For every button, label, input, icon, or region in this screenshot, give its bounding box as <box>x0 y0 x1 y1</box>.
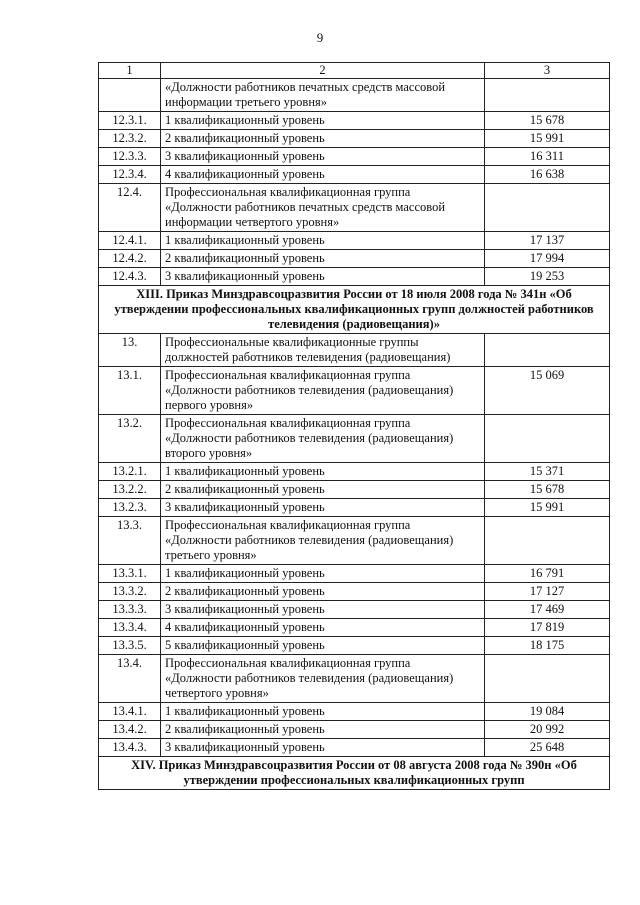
page-number: 9 <box>316 30 324 45</box>
row-salary-value: 16 638 <box>485 166 610 184</box>
row-number: 13.3. <box>99 517 161 565</box>
table-row <box>99 79 610 112</box>
row-number: 13.2. <box>99 415 161 463</box>
table-row <box>99 268 610 286</box>
row-description: «Должности работников печатных средств массовой информации третьего уровня» <box>161 79 485 112</box>
table-row <box>99 463 610 481</box>
row-number <box>99 79 161 112</box>
row-salary-value <box>485 334 610 367</box>
row-salary-value: 15 678 <box>485 112 610 130</box>
row-number: 13.3.5. <box>99 637 161 655</box>
row-salary-value: 18 175 <box>485 637 610 655</box>
section-heading-row <box>99 286 610 334</box>
row-salary-value <box>485 415 610 463</box>
table-row <box>99 739 610 757</box>
row-salary-value: 15 371 <box>485 463 610 481</box>
row-description: 2 квалификационный уровень <box>161 250 485 268</box>
row-number: 13.2.1. <box>99 463 161 481</box>
row-number: 13.3.1. <box>99 565 161 583</box>
table-row <box>99 334 610 367</box>
row-number: 13.3.4. <box>99 619 161 637</box>
row-description: 2 квалификационный уровень <box>161 130 485 148</box>
row-description: 5 квалификационный уровень <box>161 637 485 655</box>
row-description: 1 квалификационный уровень <box>161 565 485 583</box>
table-row <box>99 148 610 166</box>
table-row <box>99 166 610 184</box>
table-row <box>99 703 610 721</box>
row-salary-value: 15 991 <box>485 499 610 517</box>
row-description: 4 квалификационный уровень <box>161 166 485 184</box>
row-description: 3 квалификационный уровень <box>161 739 485 757</box>
row-description: 3 квалификационный уровень <box>161 148 485 166</box>
header-col-3: 3 <box>485 63 610 79</box>
row-description: 4 квалификационный уровень <box>161 619 485 637</box>
row-number: 12.4.3. <box>99 268 161 286</box>
row-number: 13.4.2. <box>99 721 161 739</box>
row-number: 13.3.2. <box>99 583 161 601</box>
row-description: Профессиональная квалификационная группа «Должности работников телевидения (радиовещания) первого уровня» <box>161 367 485 415</box>
row-salary-value: 19 084 <box>485 703 610 721</box>
row-description: Профессиональная квалификационная группа «Должности работников телевидения (радиовещания) второго уровня» <box>161 415 485 463</box>
row-salary-value: 19 253 <box>485 268 610 286</box>
row-salary-value: 15 678 <box>485 481 610 499</box>
row-salary-value: 16 311 <box>485 148 610 166</box>
row-salary-value: 15 991 <box>485 130 610 148</box>
row-description: Профессиональная квалификационная группа «Должности работников печатных средств массовой информации четвертого уровня» <box>161 184 485 232</box>
table-row <box>99 583 610 601</box>
row-number: 12.3.4. <box>99 166 161 184</box>
row-number: 13.3.3. <box>99 601 161 619</box>
row-description: Профессиональные квалификационные группы должностей работников телевидения (радиовещания) <box>161 334 485 367</box>
table-row <box>99 250 610 268</box>
table-row <box>99 619 610 637</box>
table-row <box>99 130 610 148</box>
row-salary-value <box>485 517 610 565</box>
section-heading: XIV. Приказ Минздравсоцразвития России от 08 августа 2008 года № 390н «Об утверждении профессиональных квалификационных групп <box>99 757 610 790</box>
row-salary-value: 25 648 <box>485 739 610 757</box>
row-description: 1 квалификационный уровень <box>161 232 485 250</box>
row-description: 2 квалификационный уровень <box>161 721 485 739</box>
row-number: 13.2.2. <box>99 481 161 499</box>
row-number: 13.1. <box>99 367 161 415</box>
row-salary-value: 17 994 <box>485 250 610 268</box>
row-number: 13. <box>99 334 161 367</box>
row-description: 3 квалификационный уровень <box>161 499 485 517</box>
row-salary-value <box>485 655 610 703</box>
row-salary-value: 20 992 <box>485 721 610 739</box>
table-row <box>99 184 610 232</box>
table-row <box>99 565 610 583</box>
row-description: Профессиональная квалификационная группа «Должности работников телевидения (радиовещания) третьего уровня» <box>161 517 485 565</box>
table-row <box>99 499 610 517</box>
row-description: 2 квалификационный уровень <box>161 481 485 499</box>
table-row <box>99 415 610 463</box>
row-number: 13.4.3. <box>99 739 161 757</box>
row-salary-value <box>485 79 610 112</box>
row-number: 12.4.1. <box>99 232 161 250</box>
row-description: 1 квалификационный уровень <box>161 112 485 130</box>
table-row <box>99 637 610 655</box>
section-heading: XIII. Приказ Минздравсоцразвития России от 18 июля 2008 года № 341н «Об утверждении профессиональных квалификационных групп должностей работников телевидения (радиовещания)» <box>99 286 610 334</box>
row-number: 12.3.3. <box>99 148 161 166</box>
row-number: 12.3.2. <box>99 130 161 148</box>
row-number: 13.2.3. <box>99 499 161 517</box>
row-salary-value: 17 127 <box>485 583 610 601</box>
row-salary-value: 17 819 <box>485 619 610 637</box>
row-number: 12.4. <box>99 184 161 232</box>
table-row <box>99 601 610 619</box>
row-number: 13.4. <box>99 655 161 703</box>
row-number: 12.4.2. <box>99 250 161 268</box>
header-col-2: 2 <box>161 63 485 79</box>
row-salary-value: 16 791 <box>485 565 610 583</box>
row-description: 3 квалификационный уровень <box>161 601 485 619</box>
row-number: 13.4.1. <box>99 703 161 721</box>
row-salary-value <box>485 184 610 232</box>
table-body <box>99 63 610 790</box>
row-salary-value: 15 069 <box>485 367 610 415</box>
row-salary-value: 17 137 <box>485 232 610 250</box>
row-description: 1 квалификационный уровень <box>161 703 485 721</box>
table-row <box>99 232 610 250</box>
table-row <box>99 517 610 565</box>
table-row <box>99 367 610 415</box>
row-description: 2 квалификационный уровень <box>161 583 485 601</box>
table-row <box>99 481 610 499</box>
row-number: 12.3.1. <box>99 112 161 130</box>
table-row <box>99 112 610 130</box>
row-description: 1 квалификационный уровень <box>161 463 485 481</box>
header-col-1: 1 <box>99 63 161 79</box>
row-description: 3 квалификационный уровень <box>161 268 485 286</box>
table-row <box>99 655 610 703</box>
salary-table <box>98 62 610 790</box>
table-row <box>99 721 610 739</box>
row-salary-value: 17 469 <box>485 601 610 619</box>
section-heading-row <box>99 757 610 790</box>
table-header-row <box>99 63 610 79</box>
row-description: Профессиональная квалификационная группа «Должности работников телевидения (радиовещания) четвертого уровня» <box>161 655 485 703</box>
